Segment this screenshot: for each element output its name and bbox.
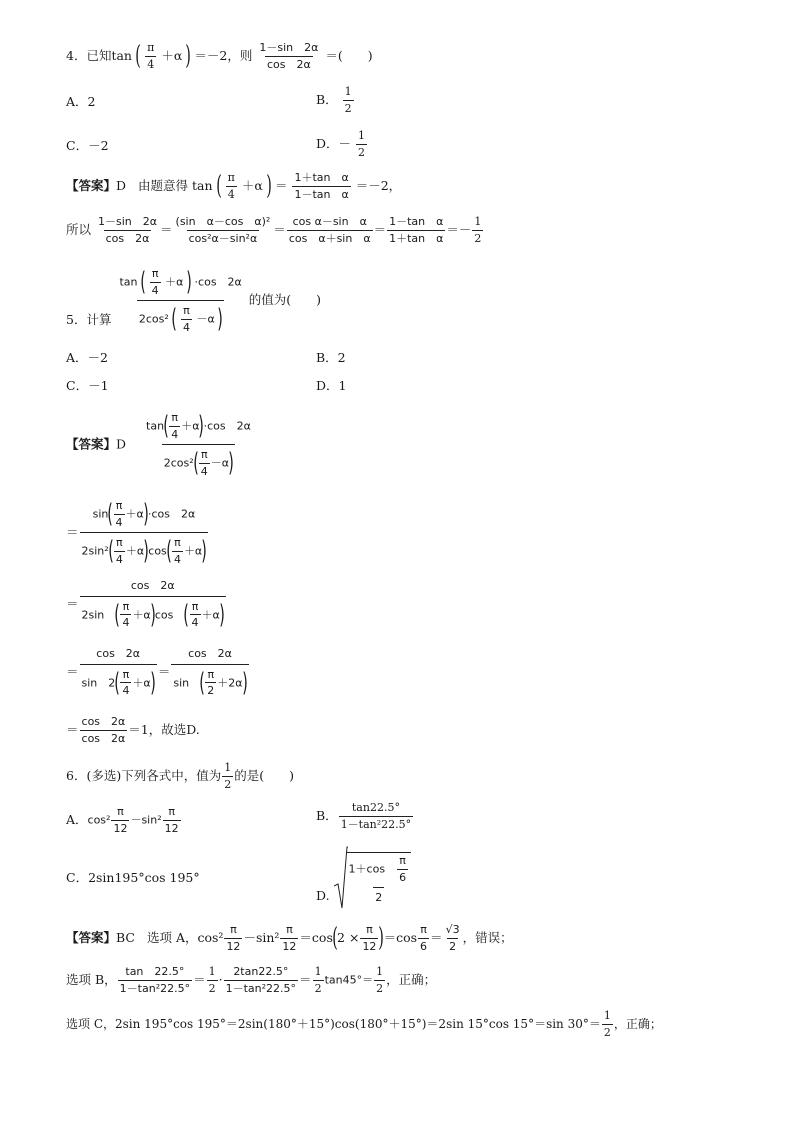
q5-conclusion: ＝1，故选D.: [128, 721, 200, 737]
math-fraction: [360, 924, 378, 952]
math-parenthesis: (: [166, 536, 172, 567]
fraction-denominator: cos 2α: [105, 231, 150, 245]
math-text: 2 ×: [337, 929, 360, 945]
math-fraction: [313, 966, 324, 994]
math-text: ＝: [157, 664, 171, 680]
math-text: ＋α: [132, 607, 151, 621]
math-text: tan45°＝: [324, 973, 374, 987]
math-fraction: [472, 216, 483, 244]
math-text: ＝: [66, 664, 79, 680]
fraction-numerator: π: [171, 411, 179, 424]
fraction-numerator: π: [366, 923, 373, 936]
fraction-denominator: 12: [226, 939, 241, 953]
math-text: ＋α: [241, 177, 263, 193]
math-text: D．－: [316, 135, 352, 151]
math-parenthesis: (: [215, 171, 222, 202]
math-fraction: [224, 966, 298, 994]
math-parenthesis: (: [192, 448, 199, 479]
math-parenthesis: ): [241, 667, 248, 698]
fraction-denominator: 12: [113, 821, 128, 835]
math-parenthesis: ): [219, 599, 225, 630]
fraction-denominator: 2: [344, 101, 352, 115]
math-text: 的值为( ): [248, 292, 322, 308]
fraction-numerator: 1: [208, 965, 216, 978]
math-text: B．: [316, 807, 338, 823]
math-fraction: [174, 216, 273, 244]
q5-option-c: C．－1: [66, 378, 109, 393]
fraction-numerator: cos α－sin α: [292, 215, 367, 228]
math-parenthesis: ): [201, 536, 208, 567]
q5-expression-fraction: [117, 268, 243, 333]
fraction-denominator: 2: [449, 939, 457, 953]
math-text: 所以: [66, 221, 92, 237]
fraction-denominator: 4: [182, 320, 190, 334]
fraction-numerator: [91, 500, 198, 532]
math-text: ·: [218, 971, 223, 987]
math-fraction: [96, 216, 159, 244]
math-parenthesis: (: [107, 499, 114, 530]
math-text: tan: [119, 275, 138, 289]
fraction-numerator: [144, 412, 253, 444]
fraction-numerator: π: [420, 923, 427, 936]
q4-option-d: [316, 130, 368, 158]
fraction-numerator: π: [147, 41, 155, 54]
math-text: ·cos 2α: [194, 275, 242, 289]
fraction-numerator: 1: [314, 965, 322, 978]
fraction-denominator: 4: [147, 57, 155, 71]
fraction-denominator: 2: [474, 231, 482, 245]
math-fraction: [205, 669, 216, 697]
fraction-denominator: [162, 444, 236, 477]
math-fraction: [163, 806, 181, 834]
math-parenthesis: (: [135, 41, 141, 72]
fraction-numerator: π: [151, 267, 159, 280]
math-text: D.: [316, 887, 330, 903]
fraction-numerator: π: [191, 599, 199, 613]
math-text: ＝: [299, 971, 312, 987]
fraction-denominator: 2: [373, 887, 384, 904]
fraction-numerator: 1: [358, 129, 366, 142]
fraction-numerator: π: [286, 923, 293, 936]
fraction-numerator: π: [399, 854, 406, 868]
math-parenthesis: ): [185, 41, 192, 72]
fraction-denominator: 2: [376, 981, 384, 995]
math-fraction: [374, 966, 385, 994]
math-fraction: [111, 806, 129, 834]
fraction-denominator: 4: [115, 515, 123, 529]
math-fraction: [226, 172, 237, 200]
fraction-denominator: 4: [171, 427, 179, 441]
math-text: ＋α: [183, 544, 203, 558]
fraction-denominator: [80, 664, 157, 697]
math-text: ·cos 2α: [203, 419, 251, 433]
fraction-numerator: √3: [445, 923, 460, 936]
math-text: ＋α: [161, 47, 183, 63]
math-text: cos²: [87, 813, 111, 827]
fraction-denominator: 2: [314, 981, 322, 995]
q5-answer-step-2: [66, 580, 227, 629]
math-parenthesis: (: [114, 599, 121, 630]
fraction-numerator: tan 22.5°: [125, 965, 185, 978]
fraction-denominator: 1＋tan α: [389, 231, 444, 245]
fraction-numerator: π: [122, 667, 130, 681]
math-text: ＋α: [125, 544, 145, 558]
q6-option-a: [66, 806, 182, 834]
math-parenthesis: (: [163, 411, 169, 442]
fraction-numerator: 1: [344, 85, 352, 98]
fraction-numerator: cos 2α: [96, 647, 141, 660]
math-text: B．: [316, 91, 338, 107]
math-text: －α: [210, 456, 230, 470]
q5-answer-step-4: [66, 716, 200, 744]
math-text: ＝( ): [325, 47, 373, 63]
answer-tag: 【答案】: [66, 177, 117, 193]
math-parenthesis: (: [199, 667, 206, 698]
fraction-numerator: 1: [224, 761, 232, 774]
fraction-denominator: 4: [227, 187, 235, 201]
math-parenthesis: ): [143, 499, 149, 530]
fraction-denominator: cos 2α: [81, 731, 126, 745]
fraction-denominator: 12: [164, 821, 179, 835]
math-text: 【答案】: [66, 929, 117, 945]
fraction-denominator: 4: [173, 552, 181, 566]
math-text: cos: [154, 607, 174, 621]
fraction-denominator: 1－tan α: [294, 187, 349, 201]
math-text: ＝: [66, 524, 79, 540]
fraction-denominator: 12: [282, 939, 297, 953]
math-text: 2sin²: [81, 544, 109, 558]
fraction-denominator: [137, 300, 225, 333]
math-parenthesis: ): [198, 411, 205, 442]
math-text: 由题意得 tan: [138, 177, 213, 193]
math-fraction: [356, 130, 367, 158]
fraction-denominator: 4: [115, 552, 123, 566]
fraction-numerator: cos 2α: [188, 647, 232, 660]
fraction-numerator: 1－sin 2α: [259, 41, 319, 54]
math-fraction: [287, 216, 373, 244]
q4-option-b: [316, 86, 355, 114]
q6-option-d: [316, 846, 412, 910]
math-text: ，错误；: [462, 929, 513, 945]
math-fraction: [602, 1010, 613, 1038]
math-fraction: [339, 802, 413, 830]
math-parenthesis: (: [332, 923, 338, 954]
fraction-denominator: 4: [122, 684, 130, 698]
math-text: ＋α: [201, 607, 220, 621]
math-text: 2sin: [81, 607, 105, 621]
fraction-denominator: 4: [200, 464, 208, 478]
q6-answer-line-c: [66, 1010, 662, 1038]
fraction-numerator: [117, 268, 243, 300]
math-text: D: [116, 177, 127, 193]
math-text: ＋2α: [217, 675, 243, 689]
math-parenthesis: ): [143, 536, 149, 567]
fraction-numerator: cos 2α: [81, 715, 126, 728]
math-fraction: [150, 268, 161, 296]
fraction-denominator: cos α＋sin α: [288, 231, 371, 245]
math-text: ＝: [160, 221, 173, 237]
q4-label: 4．已知tan: [66, 47, 132, 63]
math-text: －sin²: [130, 813, 162, 827]
math-fraction: [199, 449, 210, 477]
math-fraction: [224, 924, 242, 952]
math-fraction: [114, 537, 125, 565]
math-text: ＝: [274, 177, 288, 193]
fraction-numerator: cos 2α: [130, 579, 175, 592]
math-fraction: [343, 86, 354, 114]
math-text: cos: [148, 544, 167, 558]
question-5: [66, 268, 321, 333]
math-text: BC: [116, 929, 135, 945]
q5-answer-step-3: [66, 648, 250, 697]
fraction-numerator: 1: [474, 215, 482, 228]
fraction-denominator: 1－tan²22.5°: [119, 981, 191, 995]
math-text: －α: [196, 312, 215, 326]
q5-label: 5．计算: [66, 312, 112, 328]
fraction-denominator: 2: [207, 684, 215, 698]
math-fraction: [114, 500, 125, 528]
math-fraction: [280, 924, 298, 952]
fraction-numerator: π: [116, 536, 123, 550]
math-fraction: [169, 412, 180, 440]
math-fraction: [120, 601, 131, 629]
q5-answer-step-1: [66, 500, 209, 565]
math-text: ＝: [273, 221, 286, 237]
math-text: 2cos²: [138, 312, 169, 326]
math-fraction: [190, 601, 201, 629]
fraction-numerator: tan22.5°: [351, 801, 400, 814]
math-parenthesis: ): [186, 267, 192, 298]
fraction-numerator: π: [174, 536, 181, 550]
fraction-numerator: 1＋tan α: [294, 171, 349, 184]
fraction-denominator: 1－tan²22.5°: [225, 981, 297, 995]
math-fraction: [80, 648, 157, 697]
q6-answer-line-a: [66, 924, 513, 952]
fraction-denominator: 2: [224, 777, 232, 791]
math-text: sin: [92, 507, 109, 521]
math-text: －sin²: [243, 929, 280, 945]
fraction-numerator: 1: [603, 1009, 611, 1022]
math-text: D: [116, 436, 127, 452]
fraction-denominator: 4: [122, 616, 130, 630]
math-text: A．: [66, 811, 88, 827]
fraction-numerator: π: [207, 667, 215, 681]
q6-option-c: C．2sin195°cos 195°: [66, 870, 200, 885]
fraction-numerator: π: [122, 599, 130, 613]
q5-option-a: A．－2: [66, 350, 108, 365]
fraction-denominator: 1－tan²22.5°: [340, 817, 412, 831]
math-text: 2cos²: [163, 456, 194, 470]
fraction-denominator: 4: [191, 616, 199, 630]
math-text: ＋α: [181, 419, 200, 433]
math-fraction: [120, 669, 131, 697]
fraction-numerator: 1－tan α: [389, 215, 444, 228]
q4-answer-line-2: [66, 216, 484, 244]
math-text: ·cos 2α: [147, 507, 196, 521]
fraction-numerator: [347, 855, 412, 887]
math-fraction: [171, 648, 248, 697]
math-text: ，正确；: [613, 1017, 662, 1032]
math-fraction: [144, 412, 253, 477]
q4-option-c: C．－2: [66, 138, 109, 153]
fraction-denominator: cos 2α: [266, 57, 311, 71]
fraction-numerator: π: [183, 304, 190, 318]
math-text: 选项 A，cos²: [146, 929, 224, 945]
fraction-numerator: π: [227, 171, 235, 184]
math-parenthesis: (: [183, 599, 190, 630]
math-fraction: [172, 537, 183, 565]
math-fraction: [397, 855, 408, 883]
math-fraction: [80, 716, 128, 744]
math-fraction: [80, 580, 226, 629]
math-fraction: [387, 216, 445, 244]
math-text: ＝－2，则: [194, 47, 253, 63]
math-text: 的是( ): [234, 767, 294, 783]
math-fraction: [207, 966, 218, 994]
math-text: ＝cos: [383, 929, 418, 945]
pi-over-4: [145, 42, 156, 70]
math-fraction: [222, 762, 233, 790]
math-fraction: [444, 924, 462, 952]
fraction-numerator: 2tan22.5°: [233, 965, 289, 978]
math-parenthesis: (: [171, 304, 178, 335]
math-text: 选项 B，: [66, 971, 117, 987]
fraction-numerator: (sin α－cos α)²: [175, 215, 271, 228]
math-text: ＝－: [446, 221, 472, 237]
fraction-numerator: π: [117, 805, 124, 818]
question-4: [66, 42, 373, 70]
math-fraction: [292, 172, 350, 200]
math-fraction: [418, 924, 429, 952]
question-6: [66, 762, 294, 790]
fraction-numerator: 1: [376, 965, 384, 978]
math-text: 1＋cos: [348, 862, 386, 876]
fraction-denominator: 2: [208, 981, 216, 995]
math-parenthesis: (: [140, 267, 146, 298]
math-fraction: [118, 966, 192, 994]
math-text: ＝: [193, 971, 206, 987]
math-text: ，正确；: [386, 971, 437, 987]
math-fraction: [181, 305, 192, 333]
math-parenthesis: ): [149, 667, 156, 698]
fraction-denominator: [80, 596, 226, 629]
q6-answer-line-b: [66, 966, 436, 994]
math-text: ＝: [373, 221, 387, 237]
math-text: ＋α: [125, 507, 144, 521]
q5-option-d: D．1: [316, 378, 347, 393]
fraction-denominator: 4: [151, 283, 159, 297]
math-text: ＋α: [132, 675, 151, 689]
fraction-numerator: 1－sin 2α: [98, 215, 158, 228]
math-text: ＝cos: [299, 929, 333, 945]
math-text: ＝: [430, 929, 443, 945]
fraction-numerator: π: [200, 448, 208, 462]
math-text: tan: [146, 419, 165, 433]
fraction-denominator: cos²α－sin²α: [188, 231, 258, 245]
math-text: sin: [173, 675, 190, 689]
fraction-denominator: [171, 664, 248, 697]
math-parenthesis: ): [217, 304, 224, 335]
fraction-denominator: 6: [399, 870, 407, 884]
q5-answer-step-0: [66, 412, 254, 477]
fraction-denominator: [80, 532, 209, 565]
math-fraction: [80, 500, 209, 565]
fraction-denominator: 6: [420, 939, 428, 953]
q6-label: 6．(多选)下列各式中，值为: [66, 767, 222, 783]
math-parenthesis: (: [107, 536, 114, 567]
math-text: ＝: [66, 596, 79, 612]
sqrt-symbol-icon: [334, 846, 348, 910]
math-fraction: [347, 852, 412, 904]
q4-expression-fraction: [257, 42, 320, 70]
q4-option-a: A．2: [66, 94, 96, 109]
math-parenthesis: (: [114, 667, 121, 698]
math-text: ＋α: [165, 275, 184, 289]
fraction-numerator: π: [230, 923, 237, 936]
math-text: sin 2: [81, 675, 116, 689]
math-parenthesis: ): [378, 923, 385, 954]
fraction-denominator: 2: [603, 1025, 611, 1039]
q4-answer-line-1: [66, 172, 401, 200]
q6-option-b: [316, 802, 414, 830]
fraction-denominator: 2: [358, 145, 366, 159]
math-text: 选项 C，2sin 195°cos 195°＝2sin(180°＋15°)cos(180°＋15°)＝2sin 15°cos 15°＝sin 30°＝: [66, 1017, 601, 1032]
fraction-denominator: 12: [362, 939, 377, 953]
fraction-numerator: π: [115, 499, 123, 512]
math-parenthesis: ): [266, 171, 272, 202]
math-parenthesis: ): [228, 448, 234, 479]
math-text: 【答案】: [66, 436, 117, 452]
fraction-numerator: π: [168, 805, 175, 818]
q5-option-b: B．2: [316, 350, 346, 365]
math-parenthesis: ): [149, 599, 156, 630]
math-text: ＝: [66, 721, 79, 737]
math-text: ＝－2，: [355, 177, 402, 193]
